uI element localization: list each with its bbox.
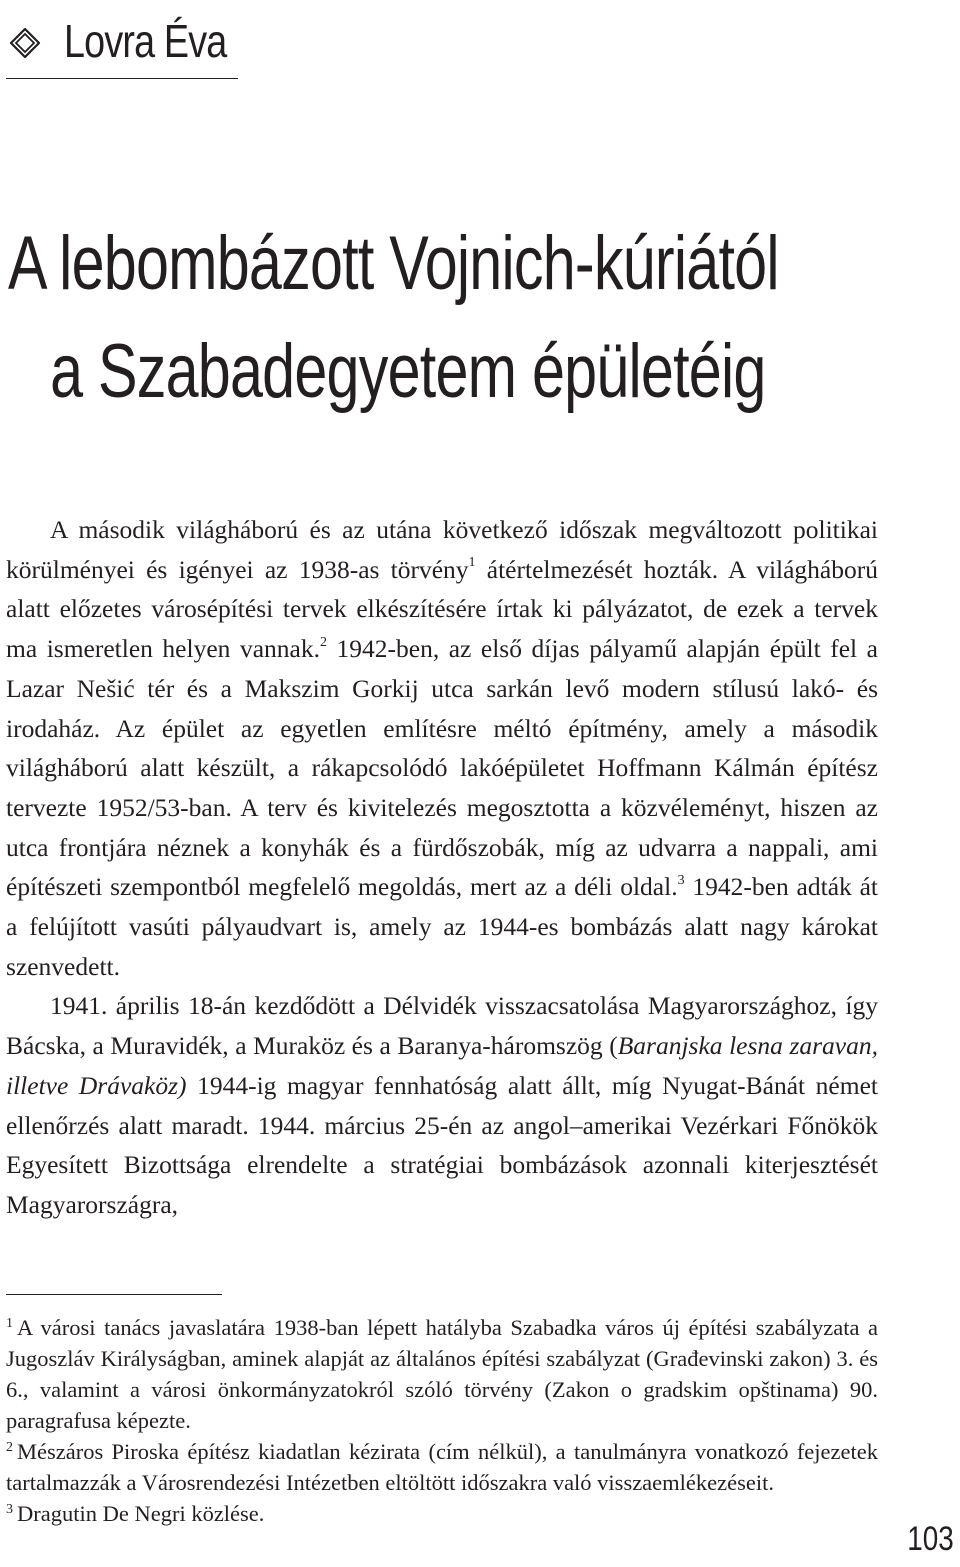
text-run: 1942-ben adták át a felújított vasúti pályaudvart is, amely az 1944-es bombázás alatt nagy károkat szenvedett. [6, 872, 879, 981]
footnote-ref[interactable]: 3 [677, 872, 685, 888]
footnotes [6, 1312, 878, 1529]
diamond-icon [10, 28, 40, 58]
footnote-number: 2 [6, 1439, 13, 1455]
footnote [6, 1436, 878, 1498]
footnote-ref[interactable]: 2 [319, 634, 327, 650]
article-body [6, 510, 878, 1225]
text-run: átértelmezését hozták. A világháború alatt előzetes városépítési tervek elkészítésére írtak ki pályázatot, de ezek a tervek ma ismeretlen helyen vannak. [6, 554, 878, 664]
footnote-text: A városi tanács javaslatára 1938-ban lépett hatályba Szabadka város új építési szabályzata a Jugoszláv Királyságban, aminek alapját az általános építési szabályzat (Građevinski zakon) 3. és 6., valamint a városi önkormányzatokról szóló törvény (Zakon o gradskim opštinama) 90. paragrafusa képezte. [6, 1315, 878, 1433]
footnote-number: 1 [6, 1315, 13, 1331]
footnote-divider [6, 1294, 222, 1295]
title-line-1: A lebombázott Vojnich-kúriától [8, 221, 779, 306]
text-run: 1944-ig magyar fennhatóság alatt állt, míg Nyugat-Bánát német ellenőrzés alatt maradt. 1944. március 25-én az angol–amerikai Vezérkari Főnökök Egyesített Bizottsága elrendelte a stratégiai bombázások azonnali kiterjesztését Magyarországra, [6, 1070, 878, 1219]
page-number: 103 [907, 1520, 954, 1558]
text-run: A második világháború és az utána következő időszak megváltozott politikai körülményei és igényei az 1938-as törvény [6, 515, 878, 584]
footnote [6, 1498, 878, 1529]
footnote [6, 1312, 878, 1436]
text-run: 1941. április 18-án kezdődött a Délvidék visszacsatolása Magyarországhoz, így Bácska, a Muravidék, a Muraköz és a Baranya-háromszög ( [6, 991, 878, 1061]
text-run: 1942-ben, az első díjas pályamű alapján épült fel a Lazar Nešić tér és a Makszim Gorkij utca sarkán levő modern stílusú lakó- és irodaház. Az épület az egyetlen említésre méltó építmény, amely a második világháború alatt készült, a rákapcsolódó lakóépületet Hoffmann Kálmán építész tervezte 1952/53-ban. A terv és kivitelezés megosztotta a közvéleményt, hiszen az utca frontjára néznek a konyhák és a fürdőszobák, míg az udvarra a nappali, ami építészeti szempontból megfelelő megoldás, mert az a déli oldal. [6, 634, 878, 902]
footnote-ref[interactable]: 1 [468, 555, 476, 571]
paragraph [6, 986, 878, 1224]
italic-text-run: Baranjska lesna zaravan, illetve Drávaköz) [6, 1031, 878, 1100]
paragraph [6, 510, 878, 986]
author-header [6, 8, 238, 79]
footnote-number: 3 [6, 1501, 13, 1517]
article-title [8, 210, 779, 426]
footnote-text: Mészáros Piroska építész kiadatlan kézirata (cím nélkül), a tanulmányra vonatkozó fejezetek tartalmazzák a Városrendezési Intézetben eltöltött időszakra való visszaemlékezéseit. [6, 1439, 878, 1495]
footnote-text: Dragutin De Negri közlése. [17, 1501, 265, 1526]
author-name: Lovra Éva [64, 15, 227, 67]
title-line-2: a Szabadegyetem épületéig [50, 329, 766, 414]
